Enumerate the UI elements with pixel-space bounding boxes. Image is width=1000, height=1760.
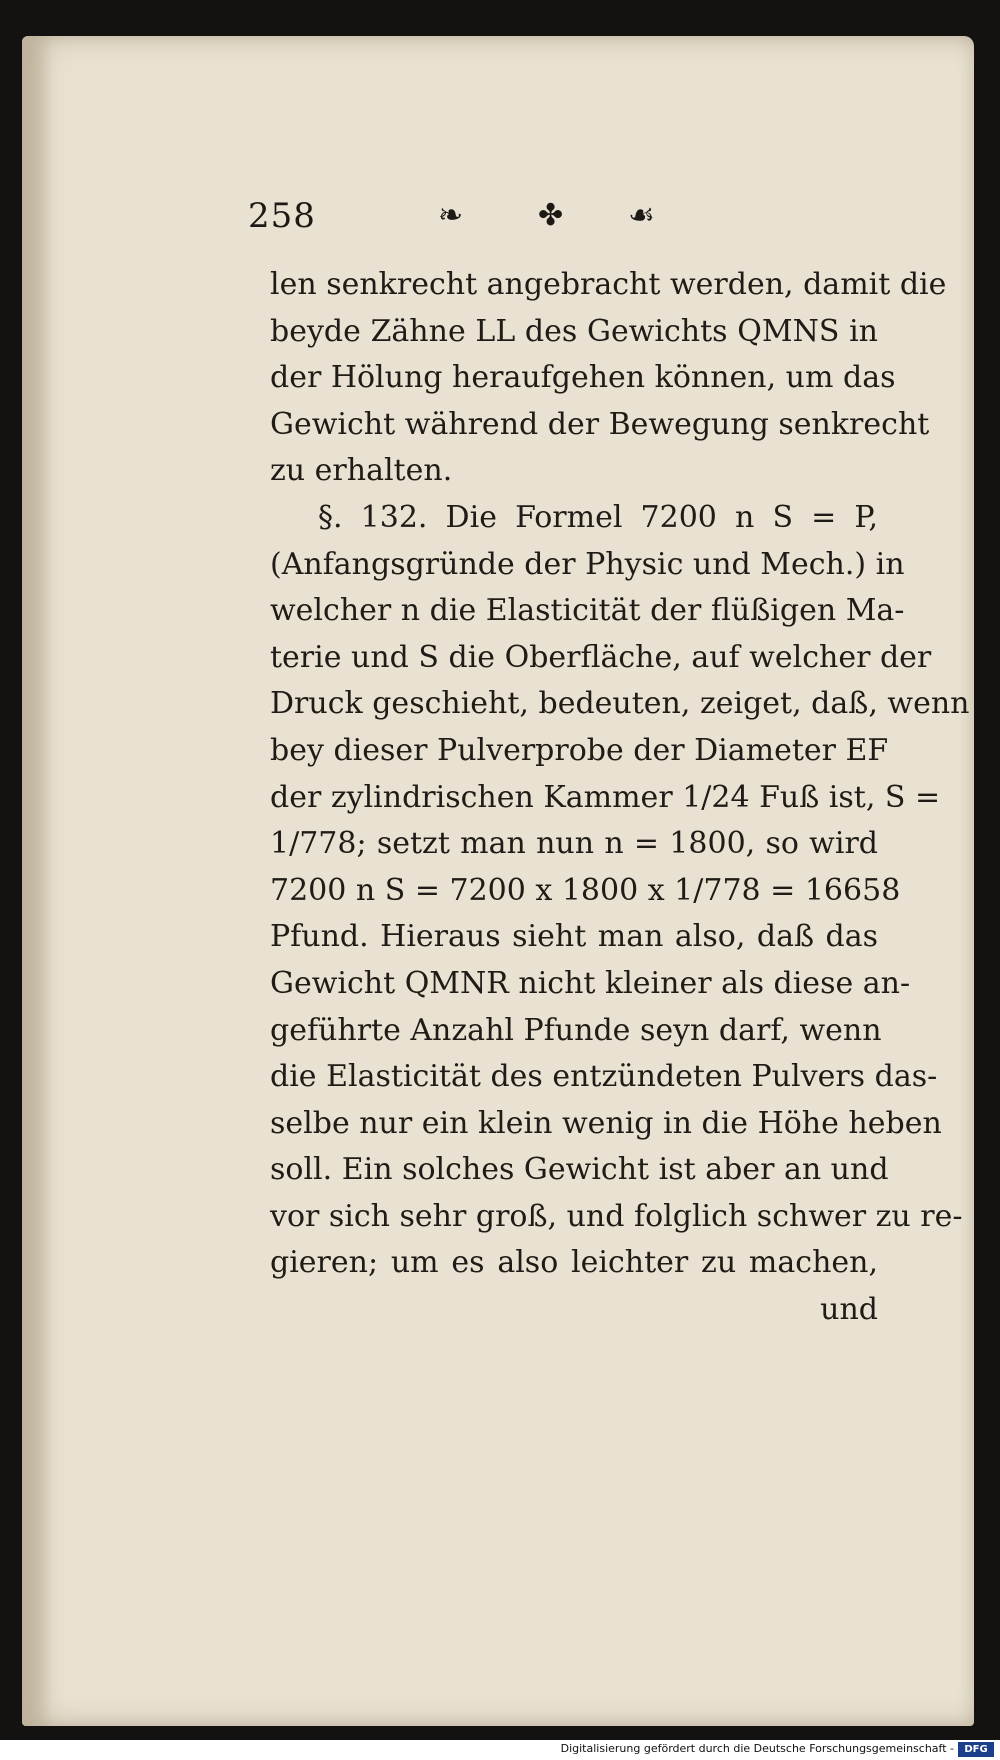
page-body-text xyxy=(270,262,970,1334)
footer-credit: Digitalisierung gefördert durch die Deutsche Forschungsgemeinschaft - xyxy=(560,1742,954,1755)
ornament-center-icon: ✤ xyxy=(538,198,564,233)
text-line: gieren; um es also leichter zu machen, xyxy=(270,1245,878,1281)
page-number: 258 xyxy=(248,196,316,236)
text-line: selbe nur ein klein wenig in die Höhe heben xyxy=(270,1105,942,1141)
text-line: 1/778; setzt man nun n = 1800, so wird xyxy=(270,826,878,862)
text-line: 7200 n S = 7200 x 1800 x 1/778 = 16658 xyxy=(270,872,901,908)
digitization-footer xyxy=(0,1740,1000,1760)
text-line: vor sich sehr groß, und folglich schwer zu re- xyxy=(270,1198,963,1234)
text-line: der zylindrischen Kammer 1/24 Fuß ist, S = xyxy=(270,779,941,815)
text-line: geführte Anzahl Pfunde seyn darf, wenn xyxy=(270,1012,882,1048)
ornament-right-icon: ☙ xyxy=(628,198,655,233)
text-line: terie und S die Oberfläche, auf welcher der xyxy=(270,639,932,675)
text-line: len senkrecht angebracht werden, damit die xyxy=(270,267,947,302)
text-line: soll. Ein solches Gewicht ist aber an und xyxy=(270,1152,889,1188)
text-line-section-start: §. 132. Die Formel 7200 n S = P, xyxy=(318,499,878,535)
text-line: bey dieser Pulverprobe der Diameter EF xyxy=(270,732,889,768)
text-line: (Anfangsgründe der Physic und Mech.) in xyxy=(270,546,905,582)
catchword: und xyxy=(820,1292,878,1328)
text-line: die Elasticität des entzündeten Pulvers das- xyxy=(270,1059,938,1095)
page-gutter-shadow xyxy=(22,36,52,1726)
ornament-left-icon: ❧ xyxy=(438,198,464,233)
dfg-logo: DFG xyxy=(958,1742,994,1757)
text-line: zu erhalten. xyxy=(270,453,453,489)
text-line: Gewicht QMNR nicht kleiner als diese an- xyxy=(270,965,911,1001)
text-line: welcher n die Elasticität der flüßigen Ma- xyxy=(270,593,905,629)
text-line: der Hölung heraufgehen können, um das xyxy=(270,360,896,396)
text-line: Gewicht während der Bewegung senkrecht xyxy=(270,406,930,442)
text-line: beyde Zähne LL des Gewichts QMNS in xyxy=(270,313,878,349)
page-header xyxy=(248,196,808,246)
text-line: Druck geschieht, bedeuten, zeiget, daß, wenn xyxy=(270,686,970,722)
text-line: Pfund. Hieraus sieht man also, daß das xyxy=(270,919,878,955)
